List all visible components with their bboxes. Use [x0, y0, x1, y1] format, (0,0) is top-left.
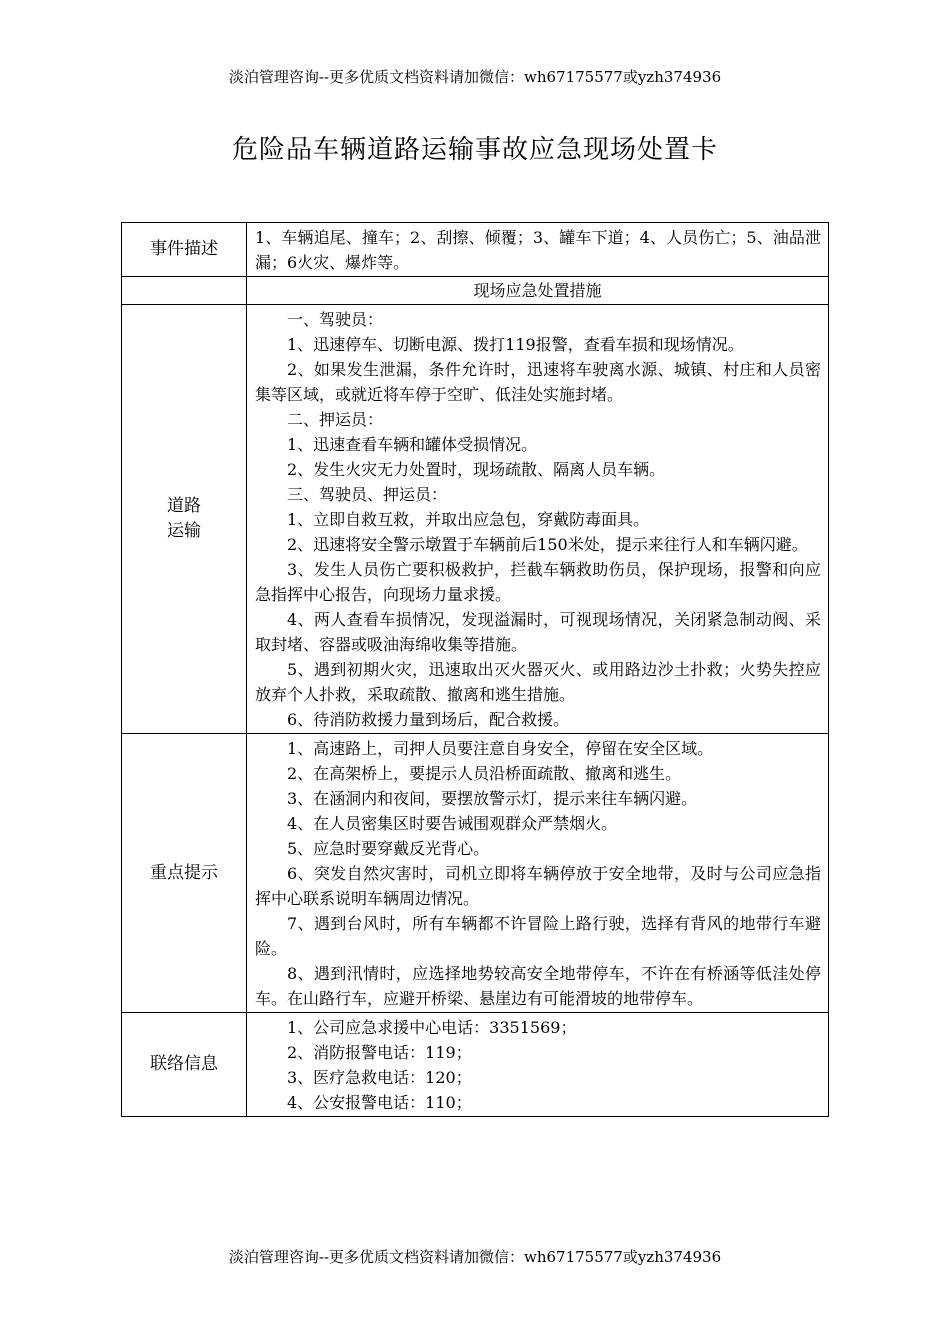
road-paragraph: 2、发生火灾无力处置时，现场疏散、隔离人员车辆。 [287, 460, 666, 479]
tips-label: 重点提示 [122, 734, 247, 1013]
road-paragraph: 4、两人查看车损情况，发现溢漏时，可视现场情况，关闭紧急制动阀、采取封堵、容器或吸油海绵收集等措施。 [255, 610, 821, 654]
event-text: 1、车辆追尾、撞车；2、刮擦、倾覆；3、罐车下道；4、人员伤亡；5、油品泄漏；6火灾、爆炸等。 [255, 228, 821, 272]
tips-paragraph: 8、遇到汛情时，应选择地势较高安全地带停车，不许在有桥涵等低洼处停车。在山路行车，应避开桥梁、悬崖边有可能滑坡的地带停车。 [255, 964, 821, 1008]
contact-paragraph: 2、消防报警电话：119； [287, 1043, 472, 1062]
measures-heading: 现场应急处置措施 [247, 277, 829, 305]
road-label-line-1: 道路 [167, 496, 201, 516]
contact-paragraph: 3、医疗急救电话：120； [287, 1068, 472, 1087]
tips-row [122, 734, 829, 1013]
measures-heading-blank [122, 277, 247, 305]
tips-list [247, 734, 829, 1013]
road-paragraph: 3、发生人员伤亡要积极救护，拦截车辆救助伤员，保护现场，报警和向应急指挥中心报告，向现场力量求援。 [255, 560, 821, 604]
event-row [122, 223, 829, 277]
contact-list [247, 1013, 829, 1117]
road-paragraph: 1、迅速查看车辆和罐体受损情况。 [287, 435, 538, 454]
road-paragraph: 2、迅速将安全警示墩置于车辆前后150米处，提示来往行人和车辆闪避。 [287, 535, 808, 554]
road-paragraph: 三、驾驶员、押运员： [287, 485, 448, 504]
contact-paragraph: 1、公司应急求援中心电话：3351569； [287, 1018, 577, 1037]
road-paragraph: 2、如果发生泄漏，条件允许时，迅速将车驶离水源、城镇、村庄和人员密集等区域，或就近将车停于空旷、低洼处实施封堵。 [255, 360, 821, 404]
contact-label: 联络信息 [122, 1013, 247, 1117]
road-paragraph: 5、遇到初期火灾，迅速取出灭火器灭火、或用路边沙土扑救；火势失控应放弃个人扑救，采取疏散、撤离和逃生措施。 [255, 660, 821, 704]
tips-paragraph: 4、在人员密集区时要告诫围观群众严禁烟火。 [287, 814, 618, 833]
road-measures [247, 305, 829, 734]
measures-heading-row [122, 277, 829, 305]
header-note: 淡泊管理咨询--更多优质文档资料请加微信：wh67175577或yzh374936 [228, 68, 722, 86]
tips-paragraph: 7、遇到台风时，所有车辆都不许冒险上路行驶，选择有背风的地带行车避险。 [255, 914, 821, 958]
road-paragraph: 1、立即自救互救，并取出应急包，穿戴防毒面具。 [287, 510, 650, 529]
tips-paragraph: 5、应急时要穿戴反光背心。 [287, 839, 490, 858]
road-paragraph: 6、待消防救援力量到场后，配合救援。 [287, 710, 570, 729]
road-paragraph: 1、迅速停车、切断电源、拨打119报警，查看车损和现场情况。 [287, 335, 744, 354]
event-description [247, 223, 829, 277]
tips-paragraph: 1、高速路上，司押人员要注意自身安全，停留在安全区域。 [287, 739, 714, 758]
contact-row [122, 1013, 829, 1117]
road-paragraph: 二、押运员： [287, 410, 384, 429]
tips-paragraph: 3、在涵洞内和夜间，要摆放警示灯，提示来往车辆闪避。 [287, 789, 698, 808]
event-label: 事件描述 [122, 223, 247, 277]
road-label [122, 305, 247, 734]
road-row [122, 305, 829, 734]
tips-paragraph: 6、突发自然灾害时，司机立即将车辆停放于安全地带，及时与公司应急指挥中心联系说明车辆周边情况。 [255, 864, 821, 908]
emergency-card-table [121, 222, 829, 1117]
road-paragraph: 一、驾驶员： [287, 310, 384, 329]
footer-note: 淡泊管理咨询--更多优质文档资料请加微信：wh67175577或yzh374936 [228, 1248, 722, 1266]
document-title: 危险品车辆道路运输事故应急现场处置卡 [231, 135, 718, 165]
contact-paragraph: 4、公安报警电话：110； [287, 1093, 472, 1112]
tips-paragraph: 2、在高架桥上，要提示人员沿桥面疏散、撤离和逃生。 [287, 764, 682, 783]
road-label-line-2: 运输 [167, 521, 201, 541]
